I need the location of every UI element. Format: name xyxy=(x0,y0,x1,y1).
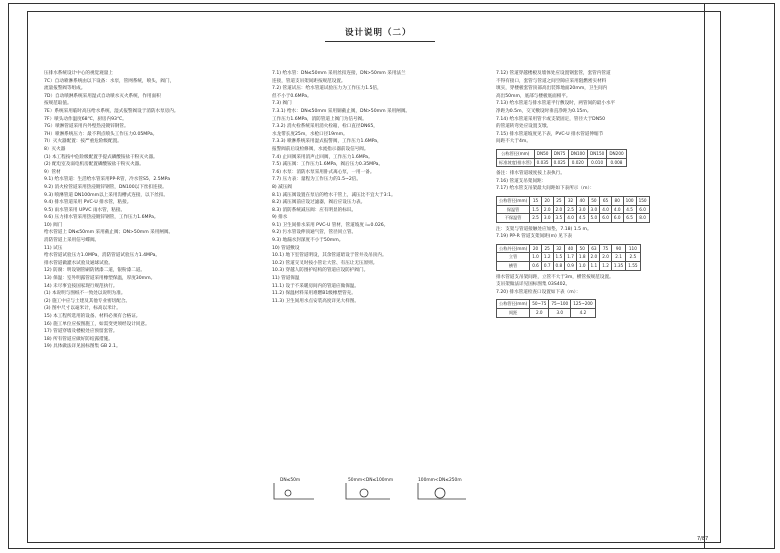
table-cell: 3.5 xyxy=(553,214,565,223)
title-underline xyxy=(325,41,435,42)
table-cell: 3.0 xyxy=(541,214,553,223)
text-line: 报警阀前后设检修阀，水流指示器前设信号阀。 xyxy=(272,146,369,152)
table-cell: 0.8 xyxy=(553,262,565,271)
text-line: 7.14) 给水管道采用管卡或支架固定，管径大于DN50 xyxy=(496,116,605,122)
text-line: 11) 试压 xyxy=(44,245,63,251)
table-cell: 20 xyxy=(541,196,553,205)
text-line: 7.16) 管道支吊架间距： xyxy=(496,178,547,184)
text-line: 给水管道试验压力1.0MPa，消防管道试验压力1.4MPa。 xyxy=(44,253,160,259)
support-spacing-table xyxy=(496,196,650,223)
table-cell: 1.1 xyxy=(588,262,600,271)
text-line: 7.5) 减压阀：工作压力1.6MPa，阀后压力0.35MPa。 xyxy=(272,162,384,168)
text-line: 7.3.2) 消火栓系统采用消火栓箱，栓口直径DN65， xyxy=(272,124,378,130)
text-line: 9.1) 给水管道：生活给水管采用PP-R管，冷水管S5，2.5MPa xyxy=(44,177,171,183)
table-cell: 90 xyxy=(611,244,625,253)
table-cell: 65 xyxy=(600,196,612,205)
text-line: 11) 管道保温 xyxy=(272,276,300,282)
table-cell: 150 xyxy=(636,196,649,205)
table-cell: 1.0 xyxy=(576,262,588,271)
table-cell: 0.008 xyxy=(607,158,626,167)
text-line: 7.3.3) 喷淋系统采用湿式报警阀，工作压力1.6MPa， xyxy=(272,139,382,145)
table-cell: DN200 xyxy=(607,149,626,158)
text-line: 8.2) 减压阀前应设过滤器，阀后应设压力表。 xyxy=(272,200,366,206)
notes-column-3 xyxy=(496,70,701,321)
table-cell: 2.0 xyxy=(541,205,553,214)
table-cell: 1.5 xyxy=(553,253,565,262)
text-line: 11.2) 保温材料采用难燃B1级橡塑管壳。 xyxy=(272,291,356,297)
table-cell: 不保温管 xyxy=(497,214,530,223)
text-line: 19) 具体做法详见国标图集 GB 2.1。 xyxy=(44,344,121,350)
text-line: 7F）喷头动作温度68℃，厨房内93℃。 xyxy=(44,116,127,122)
table-cell: 4.5 xyxy=(623,205,636,214)
text-line: 17) 管道穿墙及楼板处应预留套管。 xyxy=(44,329,118,335)
table-cell: 0.035 xyxy=(534,158,551,167)
text-line: 按规范取值。 xyxy=(44,101,72,107)
notes-column-1 xyxy=(44,70,256,351)
text-line: 9.1) 卫生间排水采用 PVC-U 管材，管道坡度 i=0.026。 xyxy=(272,222,389,228)
table-cell: 63 xyxy=(588,244,600,253)
table-cell: 32 xyxy=(565,196,577,205)
cleanout-spacing-table xyxy=(496,299,596,317)
diagram-2-pipe xyxy=(346,483,390,499)
table-cell: DN75 xyxy=(551,149,568,158)
table-cell: DN150 xyxy=(587,149,606,158)
table-cell: 4.2 xyxy=(571,309,596,318)
text-line: (3) 图中尺寸以毫米计，标高以米计。 xyxy=(44,306,121,312)
text-line: 消防管道上采用信号蝶阀。 xyxy=(44,238,100,244)
text-line: 7.17) 给水管支吊架最大间距如下表所示（m）： xyxy=(496,186,595,192)
table-cell: 50 xyxy=(576,244,588,253)
text-line: 压排水系统设计中心的视觉观量上 xyxy=(44,71,113,76)
table-cell: 标准坡度(排水管) xyxy=(497,158,535,167)
table-cell: 40 xyxy=(576,196,588,205)
table-cell: 1.2 xyxy=(600,262,612,271)
table-cell: 0.9 xyxy=(565,262,577,271)
table-cell: 80 xyxy=(611,196,623,205)
table-cell: 6.0 xyxy=(636,205,649,214)
text-line: 7.12) 管道穿越楼板及墙体处应设置钢套管，套管内管道 xyxy=(496,71,611,76)
text-line: 支吊架做法详见国标图集 03S402。 xyxy=(496,282,571,288)
text-line: 7.15) 排水管道坡度见下表，PVC-U 排水管道伸缩节 xyxy=(496,131,604,137)
table-row xyxy=(497,205,650,214)
table-cell: 1.0 xyxy=(530,253,542,262)
table-cell: 25 xyxy=(553,196,565,205)
diagram-1-pipe xyxy=(274,483,314,499)
text-line: 7.2) 管道试压：给水管道试验压力为工作压力1.5倍， xyxy=(272,86,382,92)
text-line: 9.4) 排水管道采用 PVC-U 排水管，粘接。 xyxy=(44,200,132,206)
table-cell: 2.0 xyxy=(588,253,600,262)
text-line: 流量报警阀等组成。 xyxy=(44,86,86,92)
table-cell: 0.020 xyxy=(568,158,587,167)
table-row xyxy=(497,262,641,271)
table-cell: 1.8 xyxy=(576,253,588,262)
text-line: 9）管材 xyxy=(44,169,61,175)
text-line: (2) 施工中应与土建及其他专业密切配合。 xyxy=(44,298,131,304)
table-row xyxy=(497,309,596,318)
text-line: 14) 未尽事宜按国家现行规范执行。 xyxy=(44,283,118,289)
text-line: 7.19) PP-R 管道支架间距(m) 见下表 xyxy=(496,234,573,240)
text-line: 7.7) 压力表：量程为工作压力的1.5~2倍。 xyxy=(272,177,361,183)
table-cell: 6.0 xyxy=(611,214,623,223)
text-line: 16) 施工单位应按图施工，如需变更须经设计同意。 xyxy=(44,321,150,327)
text-line: 不得有接口，套管与管道之间空隙应采用阻燃密实材料 xyxy=(496,78,607,84)
text-line: 10.1) 地下室管道明设，其余管道暗设于管井及吊顶内。 xyxy=(272,253,387,259)
table-cell: 立管 xyxy=(497,253,530,262)
table-cell: 1.35 xyxy=(611,262,625,271)
table-cell: 75 xyxy=(600,244,612,253)
text-line: 7C）自动喷淋系统由以下设备：水泵，管网系统，喷头，阀门， xyxy=(44,78,175,84)
table-row xyxy=(497,244,641,253)
text-line: 9.2) 消火栓管道采用热浸镀锌钢管，DN100以下丝扣连接。 xyxy=(44,184,167,190)
table-cell: 0.6 xyxy=(530,262,542,271)
text-line: 水龙带长度25m，水枪口径19mm。 xyxy=(272,131,348,137)
text-line: 给水管道上 DN≤50mm 采用截止阀；DN>50mm 采用闸阀。 xyxy=(44,230,174,236)
table-cell: DN50 xyxy=(534,149,551,158)
diagram-1-clamp xyxy=(285,490,291,496)
text-line: 7.3.1) 给水：DN≤50mm 采用铜截止阀，DN>50mm 采用闸阀。 xyxy=(272,108,411,114)
table-cell: 公称管径(mm) xyxy=(497,149,535,158)
table-cell: 0.010 xyxy=(587,158,606,167)
text-line: 9.6) 压力排水管采用热浸镀锌钢管，工作压力1.6MPa。 xyxy=(44,215,159,221)
text-line: (1) 本工程按中危险级配置手提式磷酸铵盐干粉灭火器。 xyxy=(44,154,158,160)
text-line: 工作压力1.6MPa，消防管道上阀门为信号阀。 xyxy=(272,116,367,122)
text-line: 7E）系统采用临时高压给水系统，湿式报警阀设于消防水泵房内。 xyxy=(44,108,179,114)
table-row xyxy=(497,158,627,167)
table-cell: 25 xyxy=(541,244,553,253)
table-cell: 2.5 xyxy=(565,205,577,214)
diagram-2-clamp xyxy=(360,489,368,497)
table-cell: 4.5 xyxy=(576,214,588,223)
diagram-label-1: DN≤50m xyxy=(280,478,301,483)
text-line: 12) 防腐：明设钢管刷防锈漆二道，银粉漆二道。 xyxy=(44,268,145,274)
table-cell: 0.025 xyxy=(551,158,568,167)
table-cell: 间距 xyxy=(497,309,530,318)
table-cell: 2.1 xyxy=(611,253,625,262)
text-line: 10) 管道敷设 xyxy=(272,245,300,251)
text-line: 9.3) 地漏水封深度不小于50mm。 xyxy=(272,238,344,244)
text-line: 的管道转弯处应设置支墩。 xyxy=(496,124,552,130)
diagram-3-clamp xyxy=(435,488,445,498)
text-line: 9.3) 喷淋管道 DN100mm以上采用沟槽式连接，以下丝扣。 xyxy=(44,192,168,198)
text-line: 8.3) 消防系统减压阀：应有明显的标识。 xyxy=(272,207,357,213)
text-line: 注：支架与管道接触处应加垫，7.18) 1.5 m。 xyxy=(496,226,592,232)
text-line: 11.1) 设于不采暖房间内的管道应做保温。 xyxy=(272,283,359,289)
diagram-label-3: 100mm<DN≤250m xyxy=(418,478,462,483)
table-row xyxy=(497,214,650,223)
diagram-3-pipe xyxy=(418,483,466,499)
table-row xyxy=(497,300,596,309)
text-line: 高出50mm，底部与楼板底面相平。 xyxy=(496,93,571,99)
table-cell: 40 xyxy=(565,244,577,253)
table-cell: 1.2 xyxy=(541,253,553,262)
text-line: 但不小于0.6MPa。 xyxy=(272,93,312,99)
table-cell: 公称管径(mm) xyxy=(497,300,530,309)
notes-column-2 xyxy=(272,70,484,305)
text-line: 11.3) 卫生间用水点安装高度详见大样图。 xyxy=(272,298,359,304)
text-line: 8) 减压阀 xyxy=(272,184,292,190)
table-cell: 公称外径(mm) xyxy=(497,244,530,253)
table-cell: 15 xyxy=(530,196,542,205)
text-line: 10) 阀门 xyxy=(44,222,63,228)
table-cell: 2.0 xyxy=(553,205,565,214)
pipe-support-diagrams xyxy=(268,473,478,523)
table-cell: 公称管径(mm) xyxy=(497,196,530,205)
table-cell: 3.0 xyxy=(588,205,600,214)
table-cell: 20 xyxy=(530,244,542,253)
table-cell: 2.0 xyxy=(530,309,549,318)
text-line: 7.1) 给水管：DN≤50mm 采用丝扣连接，DN>50mm 采用法兰 xyxy=(272,71,406,76)
table-cell: 5.0 xyxy=(588,214,600,223)
drain-slope-table xyxy=(496,149,627,167)
table-cell: 4.0 xyxy=(611,205,623,214)
text-line: 7D）自动喷淋系统采用湿式自动喷水灭火系统，作用面积 xyxy=(44,93,161,99)
table-cell: 100 xyxy=(623,196,636,205)
table-cell: 1.7 xyxy=(565,253,577,262)
text-line: 填实，穿楼板套管顶部高出装饰地面20mm，卫生间内 xyxy=(496,86,608,92)
table-row xyxy=(497,196,650,205)
table-cell: 32 xyxy=(553,244,565,253)
page-number: 7/87 xyxy=(697,536,709,542)
diagram-label-2: 50mm<DN≤100mm xyxy=(348,478,394,483)
table-cell: 2.0 xyxy=(600,253,612,262)
table-cell: 1.55 xyxy=(626,262,640,271)
table-cell: 8.0 xyxy=(636,214,649,223)
text-line: 净距为0.5m，交叉敷设时垂直净距为0.15m。 xyxy=(496,108,592,114)
text-line: 排水管道做灌水试验及通球试验。 xyxy=(44,260,113,266)
table-cell: 125~200 xyxy=(571,300,596,309)
table-cell: 2.5 xyxy=(530,214,542,223)
text-line: 18) 所有管道应做好防结露措施。 xyxy=(44,336,113,342)
text-line: 9.2) 污水管设伸顶通气管，管径同立管。 xyxy=(272,230,357,236)
table-cell: 110 xyxy=(626,244,640,253)
table-row xyxy=(497,253,641,262)
text-line: 9.5) 雨水管采用 UPVC 雨水管，粘接。 xyxy=(44,207,126,213)
table-cell: 3.0 xyxy=(549,309,571,318)
text-line: 7H）喷淋系统压力：最不利点喷头工作压力0.05MPa。 xyxy=(44,131,158,137)
table-cell: DN100 xyxy=(568,149,587,158)
text-line: 10.3) 穿越人防围护结构的管道应设防护阀门。 xyxy=(272,268,369,274)
table-cell: 6.0 xyxy=(600,214,612,223)
table-cell: 50 xyxy=(588,196,600,205)
table-cell: 保温管 xyxy=(497,205,530,214)
table-cell: 3.0 xyxy=(576,205,588,214)
text-line: 排水管道支吊架间距，立管不大于3m，横管按规范设置。 xyxy=(496,274,614,280)
table-cell: 50~75 xyxy=(530,300,549,309)
text-line: 7.13) 给水管道与排水管道平行敷设时，两管间的最小水平 xyxy=(496,101,616,107)
table-cell: 2.5 xyxy=(626,253,640,262)
page-title: 设计说明（二） xyxy=(345,28,412,38)
text-line: 15) 本工程所选用的设备、材料必须有合格证。 xyxy=(44,314,141,319)
table-cell: 6.5 xyxy=(623,214,636,223)
text-line: (2) 配电室及弱电机房配置磷酸铵盐干粉灭火器。 xyxy=(44,162,144,168)
text-line: 13) 保温：室外明露管道采用橡塑保温，厚度30mm。 xyxy=(44,276,156,282)
table-row xyxy=(497,149,627,158)
text-line: 8）灭火器 xyxy=(44,146,66,152)
text-line: 7.4) 止回阀采用消声止回阀，工作压力1.6MPa。 xyxy=(272,154,373,160)
table-cell: 4.0 xyxy=(600,205,612,214)
title-block-sidebar xyxy=(704,3,775,549)
text-line: 间距不大于4m。 xyxy=(496,139,531,145)
text-line: 7.3) 阀门 xyxy=(272,101,292,107)
text-line: 7I）灭火器配置：按严重危险级配置。 xyxy=(44,139,122,145)
text-line: 备注：排水管道坡度按上表执行。 xyxy=(496,171,565,177)
ppr-support-table xyxy=(496,244,641,271)
table-cell: 1.5 xyxy=(530,205,542,214)
text-line: 7.6) 水泵：消防水泵采用卧式离心泵，一用一备。 xyxy=(272,169,375,175)
table-cell: 横管 xyxy=(497,262,530,271)
text-line: 8.1) 减压阀设置在泵后的给水干管上，减压比不宜大于3:1。 xyxy=(272,192,396,198)
text-line: 7G）喷淋管道采用内外壁热浸镀锌钢管。 xyxy=(44,124,129,130)
text-line: (1) 本说明与图纸不一致处以说明为准。 xyxy=(44,291,126,297)
text-line: 连接，管道支吊架间距按规范设置。 xyxy=(272,78,346,84)
table-cell: 4.0 xyxy=(565,214,577,223)
text-line: 7.20) 排水管道检查口设置如下表（m）： xyxy=(496,289,581,295)
text-line: 10.2) 管道交叉时按小管让大管、有压让无压原则。 xyxy=(272,260,378,266)
table-cell: 75~100 xyxy=(549,300,571,309)
text-line: 9) 排水 xyxy=(272,215,288,221)
table-cell: 0.7 xyxy=(541,262,553,271)
